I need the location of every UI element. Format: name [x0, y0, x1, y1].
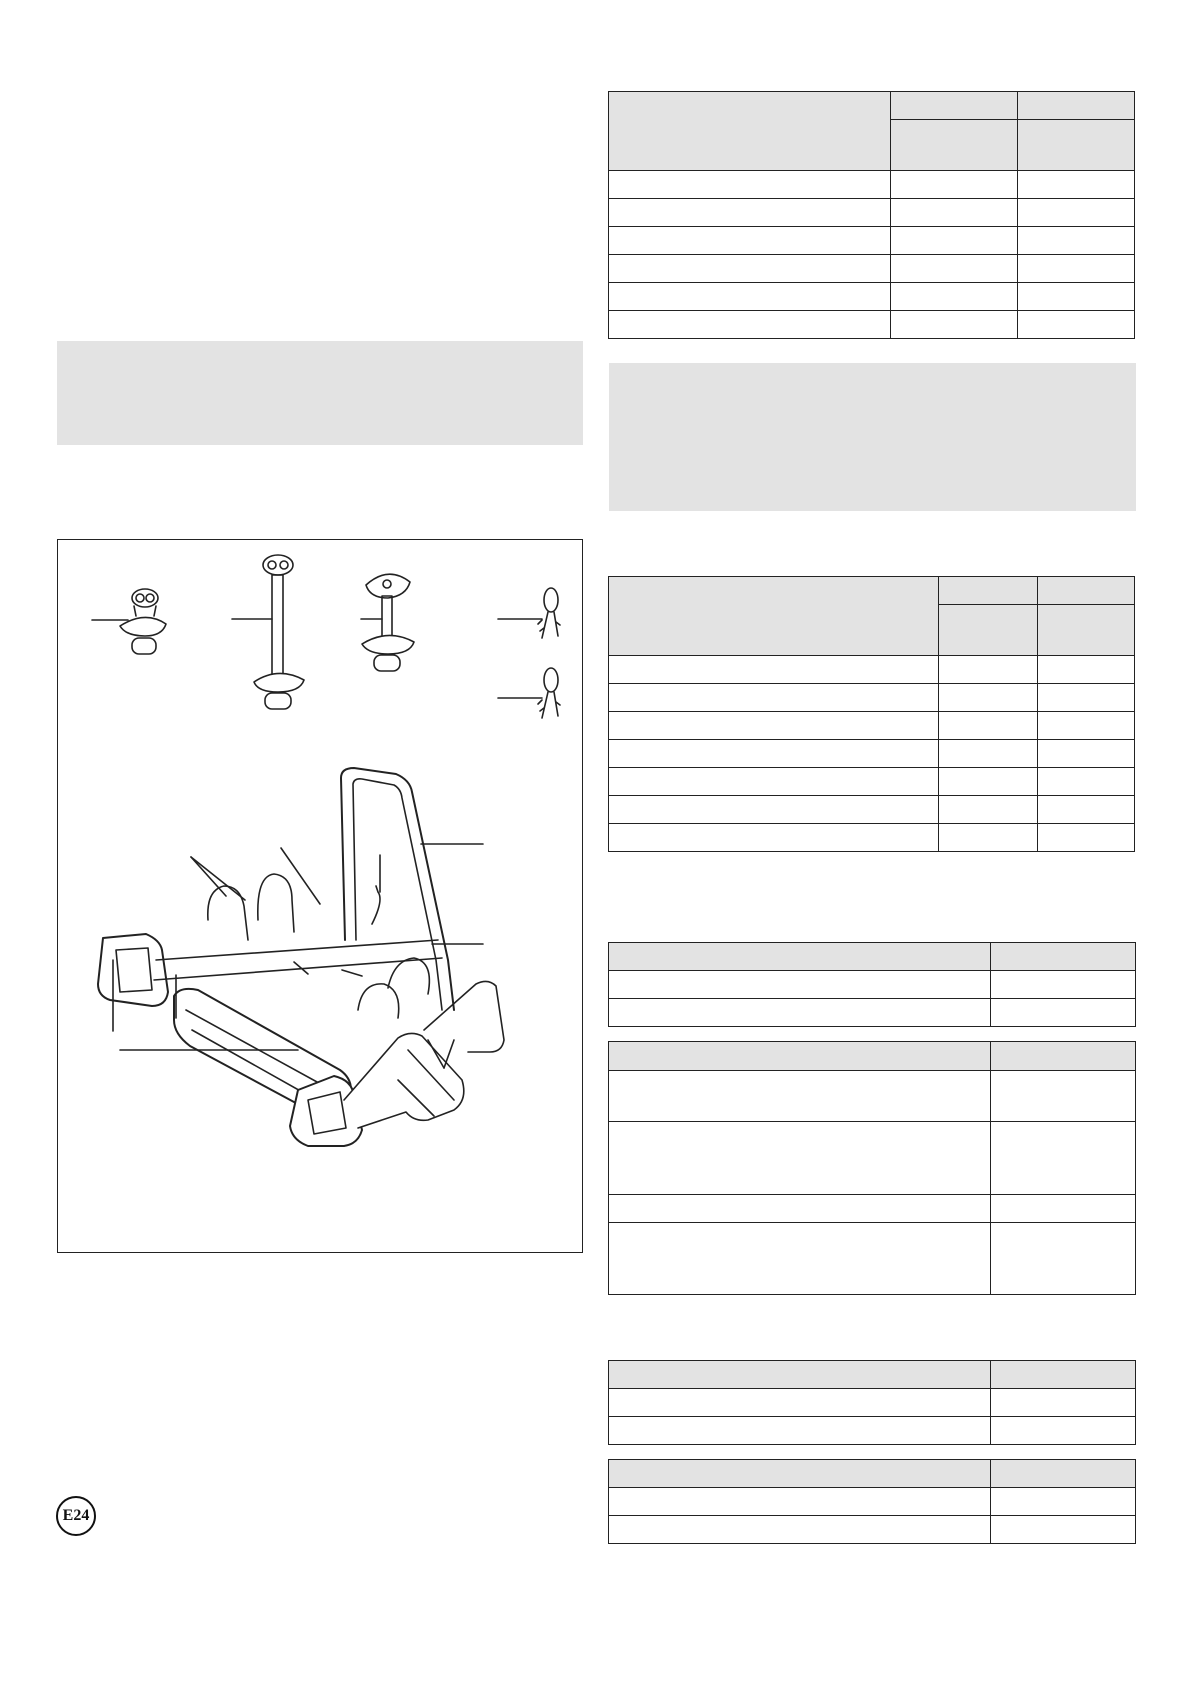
key-icon	[498, 588, 560, 638]
spec-table-4	[608, 1041, 1136, 1295]
table-row	[609, 1042, 1136, 1071]
table-row	[609, 971, 1136, 999]
table-row	[609, 311, 1135, 339]
table-header-cell	[609, 1460, 991, 1488]
spec-table-6	[608, 1459, 1136, 1544]
bike-carrier-drawing	[58, 540, 584, 1254]
table-row	[609, 824, 1135, 852]
bike-holder-long-icon	[232, 555, 304, 709]
table-row	[609, 92, 1135, 120]
table-row	[609, 199, 1135, 227]
table-row	[609, 712, 1135, 740]
parts-figure	[57, 539, 583, 1253]
table-row	[609, 684, 1135, 712]
table-header-cell	[991, 943, 1136, 971]
table-header-cell	[891, 120, 1018, 171]
table-row	[609, 1122, 1136, 1195]
spec-table-3	[608, 942, 1136, 1027]
table-row	[609, 1195, 1136, 1223]
approval-mark	[56, 1496, 96, 1536]
info-panel	[609, 363, 1136, 511]
table-row	[609, 1389, 1136, 1417]
table-header-cell	[939, 577, 1038, 605]
table-header-cell	[609, 577, 939, 656]
table-header-cell	[939, 605, 1038, 656]
table-row	[609, 1223, 1136, 1295]
table-header-cell	[991, 1361, 1136, 1389]
carrier-main-drawing	[98, 768, 504, 1146]
table-header-cell	[891, 92, 1018, 120]
table-header-cell	[991, 1460, 1136, 1488]
table-row	[609, 283, 1135, 311]
spec-table-5	[608, 1360, 1136, 1445]
table-row	[609, 171, 1135, 199]
table-row	[609, 740, 1135, 768]
table-row	[609, 577, 1135, 605]
table-header-cell	[609, 1042, 991, 1071]
table-header-cell	[609, 92, 891, 171]
approval-mark-text: E24	[62, 1507, 90, 1524]
table-row	[609, 999, 1136, 1027]
table-row	[609, 943, 1136, 971]
table-header-cell	[1038, 577, 1135, 605]
table-header-cell	[991, 1042, 1136, 1071]
table-row	[609, 1488, 1136, 1516]
table-row	[609, 768, 1135, 796]
table-row	[609, 255, 1135, 283]
key-icon	[498, 668, 560, 718]
table-header-cell	[1018, 92, 1135, 120]
bike-holder-short-icon	[92, 589, 166, 654]
table-row	[609, 656, 1135, 684]
table-row	[609, 1516, 1136, 1544]
table-row	[609, 1417, 1136, 1445]
info-panel	[57, 341, 583, 445]
table-row	[609, 1071, 1136, 1122]
table-row	[609, 1460, 1136, 1488]
table-header-cell	[609, 943, 991, 971]
bike-holder-medium-icon	[361, 574, 414, 671]
table-row	[609, 1361, 1136, 1389]
table-row	[609, 227, 1135, 255]
table-row	[609, 796, 1135, 824]
table-header-cell	[609, 1361, 991, 1389]
spec-table-1	[608, 91, 1135, 339]
table-header-cell	[1018, 120, 1135, 171]
table-header-cell	[1038, 605, 1135, 656]
spec-table-2	[608, 576, 1135, 852]
